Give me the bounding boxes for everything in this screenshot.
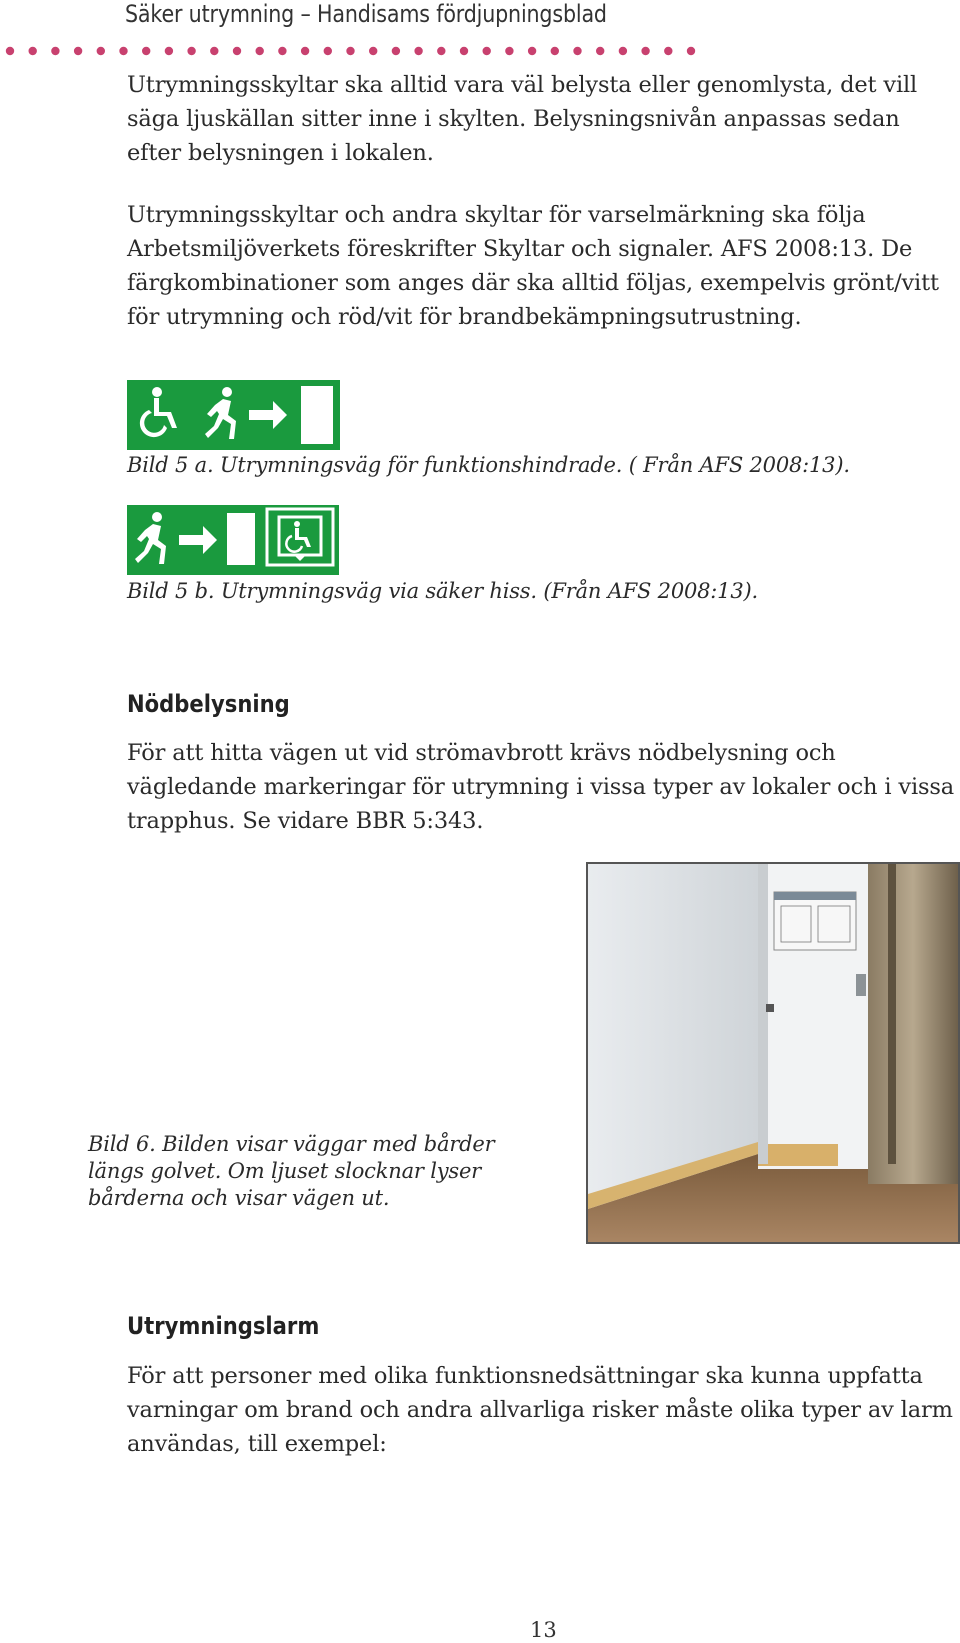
divider-dot (551, 47, 559, 55)
divider-dot (573, 47, 581, 55)
divider-dot (256, 47, 264, 55)
exit-sign-elevator (127, 505, 339, 575)
divider-dot (664, 47, 672, 55)
header-dot-divider (0, 43, 720, 59)
page-number: 13 (530, 1618, 557, 1642)
paragraph-regulations: Utrymningsskyltar och andra skyltar för varselmärkning ska följa Arbetsmiljöverkets föreskrifter Skyltar och signaler. AFS 2008:13. De färgkombinationer som anges där ska alltid följas, exempelvis grönt/vitt för utrymning och röd/vit för brandbekämpningsutrustning. (127, 202, 939, 330)
heading-utrymningslarm: Utrymningslarm (127, 1312, 320, 1340)
divider-dot (414, 47, 422, 55)
paragraph-utrymningslarm: För att personer med olika funktionsnedsättningar ska kunna uppfatta varningar om brand och andra allvarliga risker måste olika typer av larm användas, till exempel: (127, 1363, 953, 1457)
door-icon (227, 513, 255, 565)
door-icon (301, 386, 333, 444)
caption-fig6: Bild 6. Bilden visar väggar med bårder längs golvet. Om ljuset slocknar lyser bårderna och visar vägen ut. (88, 1132, 495, 1210)
page-header: Säker utrymning – Handisams fördjupningsblad (125, 0, 607, 28)
divider-dot (301, 47, 309, 55)
divider-dot (641, 47, 649, 55)
divider-dot (687, 47, 695, 55)
divider-dot (596, 47, 604, 55)
divider-dot (528, 47, 536, 55)
divider-dot (437, 47, 445, 55)
caption-fig5a: Bild 5 a. Utrymningsväg för funktionshindrade. ( Från AFS 2008:13). (127, 453, 850, 477)
divider-dot (97, 47, 105, 55)
divider-dot (187, 47, 195, 55)
divider-dot (460, 47, 468, 55)
divider-dot (142, 47, 150, 55)
divider-dot (119, 47, 127, 55)
divider-dot (505, 47, 513, 55)
divider-dot (324, 47, 332, 55)
divider-dot (74, 47, 82, 55)
photo-corridor (586, 862, 960, 1244)
divider-dot (278, 47, 286, 55)
divider-dot (392, 47, 400, 55)
caption-fig5b: Bild 5 b. Utrymningsväg via säker hiss. (Från AFS 2008:13). (127, 579, 758, 603)
divider-dot (51, 47, 59, 55)
paragraph-nodbelysning: För att hitta vägen ut vid strömavbrott krävs nödbelysning och vägledande markeringar för utrymning i vissa typer av lokaler och i vissa trapphus. Se vidare BBR 5:343. (127, 740, 955, 834)
divider-dot (619, 47, 627, 55)
divider-dot (233, 47, 241, 55)
divider-dot (369, 47, 377, 55)
heading-nodbelysning: Nödbelysning (127, 690, 290, 718)
divider-dot (210, 47, 218, 55)
divider-dot (483, 47, 491, 55)
divider-dot (29, 47, 37, 55)
divider-dot (165, 47, 173, 55)
divider-dot (6, 47, 14, 55)
divider-dot (346, 47, 354, 55)
paragraph-lighting: Utrymningsskyltar ska alltid vara väl belysta eller genomlysta, det vill säga ljuskällan sitter inne i skylten. Belysningsnivån anpassas sedan efter belysningen i lokalen. (127, 72, 918, 166)
exit-sign-wheelchair (127, 380, 340, 450)
